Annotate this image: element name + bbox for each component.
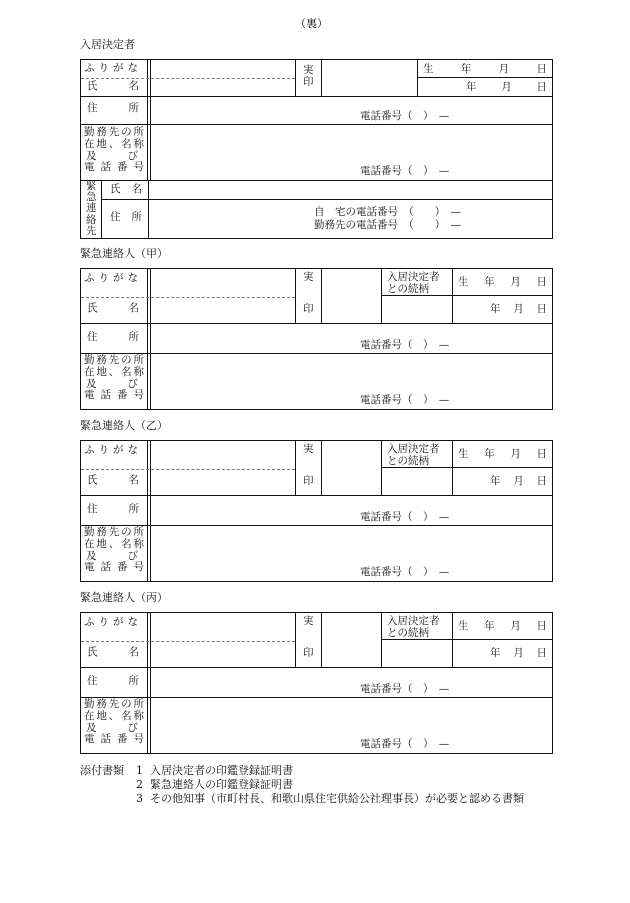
- work-label: 勤 務 先 の 所 在 地 、 名 称 及 び 電 話 番 号: [84, 354, 144, 402]
- work-phone-text: 電話番号（ ） —: [360, 738, 450, 750]
- attachments-label: 添付書類: [80, 764, 124, 777]
- birth-date-labels: 生 年 月 日: [458, 620, 547, 632]
- birth-date-labels: 生 年 月 日: [458, 448, 547, 460]
- address-phone-text: 電話番号（ ） —: [360, 511, 450, 523]
- contact-section-title: 緊急連絡人（乙）: [80, 419, 168, 432]
- contact-section-title: 緊急連絡人（丙）: [80, 591, 168, 604]
- seal-label-bottom: 印: [303, 303, 314, 315]
- date-labels: 年 月 日: [490, 647, 547, 659]
- name-label: 氏 名: [87, 474, 139, 486]
- emergency-name-label: 氏 名: [110, 183, 142, 195]
- contact-section-title: 緊急連絡人（甲）: [80, 247, 168, 260]
- seal-label-top: 実: [303, 443, 314, 455]
- date-labels: 年 月 日: [490, 475, 547, 487]
- contact-form-table: [80, 612, 553, 754]
- attachment-item-3: 3 その他知事（市町村長、和歌山県住宅供給公社理事長）が必要と認める書類: [136, 792, 524, 805]
- name-label: 氏 名: [87, 302, 139, 314]
- seal-label-top: 実: [303, 615, 314, 627]
- contact-form-table: [80, 268, 553, 410]
- work-label: 勤 務 先 の 所 在 地 、 名 称 及 び 電 話 番 号: [84, 526, 144, 574]
- address-phone-text: 電話番号（ ） —: [360, 683, 450, 695]
- relation-label: 入居決定者 との続柄: [387, 271, 440, 295]
- attachment-item-2: 2 緊急連絡人の印鑑登録証明書: [136, 778, 293, 791]
- address-label: 住 所: [87, 675, 139, 687]
- furigana-label: ふりがな: [84, 272, 142, 284]
- seal-label: 実 印: [303, 64, 314, 88]
- work-label: 勤 務 先 の 所 在 地 、 名 称 及 び 電 話 番 号: [84, 698, 144, 746]
- work-label: 勤 務 先 の 所 在 地 、 名 称 及 び 電 話 番 号: [84, 126, 144, 174]
- work-phone-text: 電話番号（ ） —: [360, 566, 450, 578]
- seal-label-bottom: 印: [303, 475, 314, 487]
- page-label: （裏）: [295, 17, 328, 30]
- relation-label: 入居決定者 との続柄: [387, 443, 440, 467]
- emergency-home-phone-text: 自 宅の電話番号 （ ） —: [314, 206, 461, 218]
- name-label: 氏 名: [87, 80, 139, 92]
- birth-date-labels: 生 年 月 日: [423, 63, 547, 75]
- address-label: 住 所: [87, 331, 139, 343]
- furigana-label: ふりがな: [84, 62, 142, 74]
- emergency-address-label: 住 所: [110, 211, 142, 223]
- furigana-label: ふりがな: [84, 444, 142, 456]
- work-phone-text: 電話番号（ ） —: [360, 394, 450, 406]
- seal-label-bottom: 印: [303, 647, 314, 659]
- emergency-work-phone-text: 勤務先の電話番号 （ ） —: [314, 219, 461, 231]
- main-section-title: 入居決定者: [80, 38, 135, 51]
- address-phone-text: 電話番号（ ） —: [360, 339, 450, 351]
- emergency-contact-vertical-label: 緊 急 連 絡 先: [86, 180, 97, 237]
- attachment-item-1: 1 入居決定者の印鑑登録証明書: [136, 764, 293, 777]
- contact-form-table: [80, 440, 553, 582]
- address-phone-text: 電話番号（ ） —: [360, 110, 450, 122]
- name-label: 氏 名: [87, 646, 139, 658]
- furigana-label: ふりがな: [84, 616, 142, 628]
- date-labels: 年 月 日: [490, 303, 547, 315]
- relation-label: 入居決定者 との続柄: [387, 615, 440, 639]
- address-label: 住 所: [87, 503, 139, 515]
- date-labels: 年 月 日: [466, 81, 547, 93]
- address-label: 住 所: [87, 102, 139, 114]
- work-phone-text-main: 電話番号（ ） —: [360, 165, 450, 177]
- main-form-table: [80, 59, 553, 239]
- seal-label-top: 実: [303, 271, 314, 283]
- birth-date-labels: 生 年 月 日: [458, 276, 547, 288]
